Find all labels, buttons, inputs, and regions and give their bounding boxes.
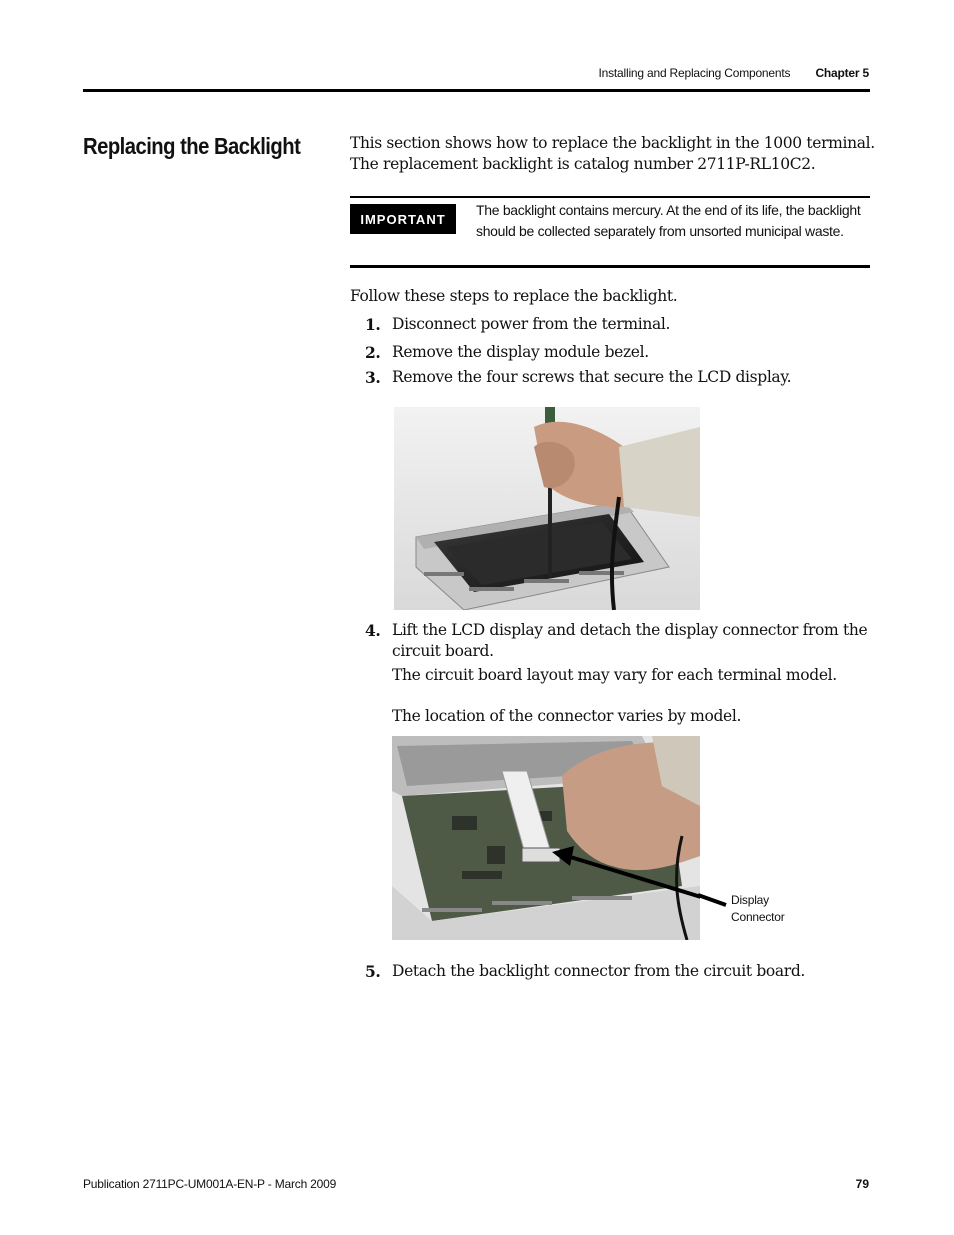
section-title: Replacing the Backlight (83, 133, 301, 159)
display-connector-callout (731, 892, 785, 926)
step-text: Disconnect power from the terminal. (392, 315, 671, 333)
step-text: Remove the display module bezel. (392, 343, 649, 361)
intro-paragraph: This section shows how to replace the backlight in the 1000 terminal. The replacement backlight is catalog number 2711P-RL10C2. (350, 134, 875, 173)
step-number: 2. (365, 343, 381, 362)
header-rule (83, 89, 870, 92)
important-badge: IMPORTANT (350, 204, 456, 234)
step-text: Lift the LCD display and detach the display connector from the circuit board. (392, 621, 868, 660)
step-number: 4. (365, 621, 381, 640)
callout-line-1: Display (731, 893, 769, 907)
step-number: 5. (365, 962, 381, 981)
running-header (599, 66, 870, 80)
step-4 (365, 620, 870, 662)
step-number: 1. (365, 315, 381, 334)
steps-intro: Follow these steps to replace the backlight. (350, 287, 678, 305)
header-section-title: Installing and Replacing Components (598, 66, 791, 80)
step4-note-layout: The circuit board layout may vary for each terminal model. (392, 666, 837, 684)
important-text: The backlight contains mercury. At the end of its life, the backlight should be collected separately from unsorted municipal waste. (476, 202, 861, 239)
figure-display-connector-photo (392, 736, 700, 940)
step-number: 3. (365, 368, 381, 387)
step-1 (365, 314, 870, 335)
step-text: Remove the four screws that secure the LCD display. (392, 368, 792, 386)
step4-note-location: The location of the connector varies by model. (392, 707, 742, 725)
callout-line-2: Connector (731, 910, 785, 924)
figure-remove-screws-photo (394, 407, 700, 610)
important-note (350, 196, 870, 268)
step-5 (365, 961, 870, 982)
footer-page-number: 79 (855, 1177, 869, 1191)
step-2 (365, 342, 870, 363)
footer-publication: Publication 2711PC-UM001A-EN-P - March 2009 (83, 1177, 337, 1191)
callout-leader-line (698, 880, 728, 910)
step-3 (365, 367, 870, 388)
step-text: Detach the backlight connector from the circuit board. (392, 962, 806, 980)
header-chapter: Chapter 5 (815, 66, 869, 80)
